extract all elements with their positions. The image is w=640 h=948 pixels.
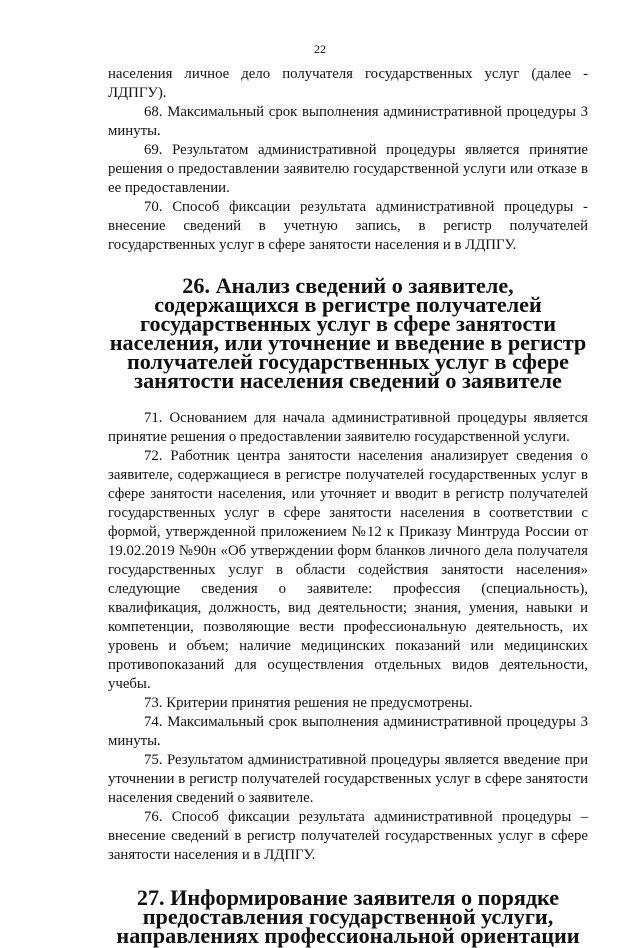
paragraph-74: 74. Максимальный срок выполнения административной процедуры 3 минуты.: [108, 714, 588, 749]
paragraph-continuation: населения личное дело получателя государственных услуг (далее - ЛДПГУ).: [108, 66, 588, 101]
paragraph-68: 68. Максимальный срок выполнения административной процедуры 3 минуты.: [108, 104, 588, 139]
paragraph-73: 73. Критерии принятия решения не предусмотрены.: [144, 695, 473, 711]
paragraph-70: 70. Способ фиксации результата административной процедуры - внесение сведений в учетную запись, в регистр получателей государственных услуг в сфере занятости населения и в ЛДПГУ.: [108, 199, 588, 253]
paragraph-69: 69. Результатом административной процедуры является принятие решения о предоставлении заявителю государственной услуги или отказе в ее предоставлении.: [108, 142, 588, 196]
paragraph-71: 71. Основанием для начала административной процедуры является принятие решения о предоставлении заявителю государственной услуги.: [108, 410, 588, 445]
paragraph-75: 75. Результатом административной процедуры является введение при уточнении в регистр получателей государственных услуг в сфере занятости населения сведений о заявителе.: [108, 752, 588, 806]
page-content: [108, 65, 588, 948]
section-27-heading: 27. Информирование заявителя о порядке предоставления государственной услуги, направлениях профессиональной ориентации: [116, 885, 580, 948]
section-26-heading: 26. Анализ сведений о заявителе, содержащихся в регистре получателей государственных услуг в сфере занятости населения, или уточнение и введение в регистр получателей государственных услуг в сфере занятости населения сведений о заявителе: [109, 273, 587, 393]
paragraph-72: 72. Работник центра занятости населения анализирует сведения о заявителе, содержащиеся в регистре получателей государственных услуг в сфере занятости населения, или уточняет и вводит в регистр получателей государственных услуг в сфере занятости населения в соответствии с формой, утвержденной приложением №12 к Приказу Минтруда России от 19.02.2019 №90н «Об утверждении форм бланков личного дела получателя государственных услуг в области содействия занятости населения» следующие сведения о заявителе: профессия (специальность), квалификация, должность, вид деятельности; знания, умения, навыки и компетенции, позволяющие вести профессиональную деятельность, их уровень и объем; наличие медицинских показаний или медицинских противопоказаний для осуществления отдельных видов деятельности, учебы.: [108, 448, 588, 692]
page-number: 22: [314, 42, 326, 56]
paragraph-76: 76. Способ фиксации результата административной процедуры – внесение сведений в регистр получателей государственных услуг в сфере занятости населения и в ЛДПГУ.: [108, 809, 588, 863]
